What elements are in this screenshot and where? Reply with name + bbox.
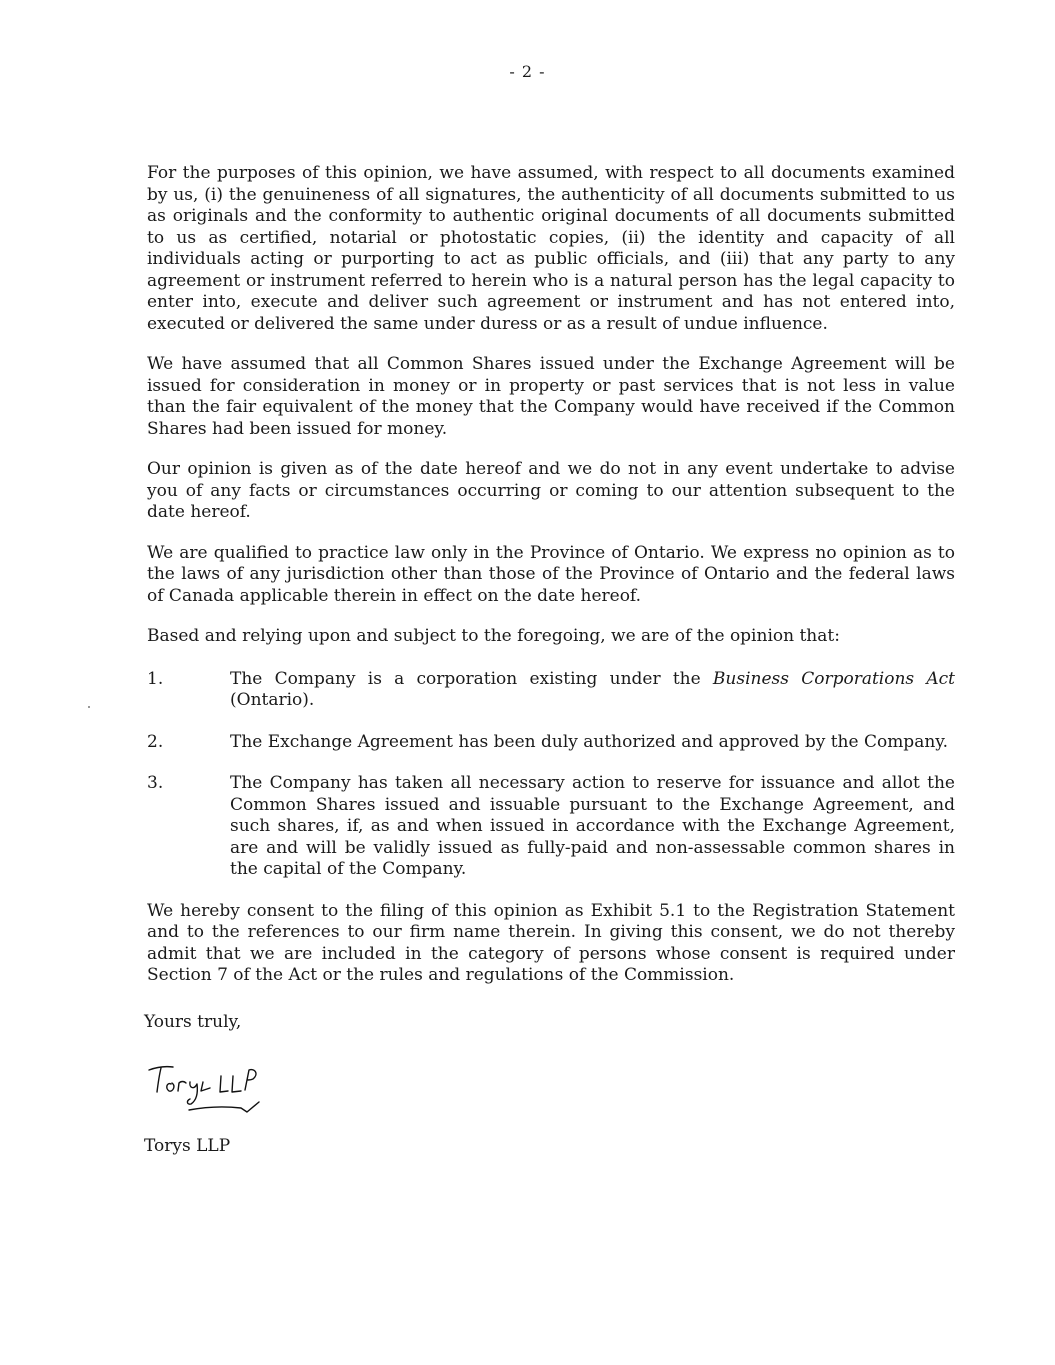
opinion-text: The Company has taken all necessary action to reserve for issuance and allot the Common Shares issued and issuable pursuant to the Exchange Agreement, and such shares, if, as and when issued in accordance with the Exchange Agreement, are and will be validly issued as fully-paid and non-assessable common shares in the capital of the Company. bbox=[230, 773, 955, 879]
act-name: Business Corporations Act bbox=[712, 668, 955, 689]
opinion-number: 2. bbox=[147, 731, 164, 752]
opinion-item bbox=[147, 773, 955, 881]
closing: Yours truly, bbox=[144, 1012, 242, 1032]
signature bbox=[145, 1058, 275, 1118]
common-shares-paragraph: We have assumed that all Common Shares issued under the Exchange Agreement will be issued for consideration in money or in property or past services that is not less in value than the fair equivalent of the money that the Company would have received if the Common Shares had been issued for money. bbox=[147, 354, 955, 439]
page-number: - 2 - bbox=[509, 62, 546, 81]
opinion-text: The Exchange Agreement has been duly authorized and approved by the Company. bbox=[230, 731, 949, 752]
signer-name: Torys LLP bbox=[144, 1136, 231, 1156]
opinion-item bbox=[147, 732, 955, 754]
margin-mark bbox=[88, 706, 90, 708]
opinion-number: 3. bbox=[147, 773, 164, 793]
jurisdiction-paragraph: We are qualified to practice law only in the Province of Ontario. We express no opinion as to the laws of any jurisdiction other than those of the Province of Ontario and the federal laws of Canada applicable therein in effect on the date hereof. bbox=[147, 542, 955, 606]
date-paragraph: Our opinion is given as of the date hereof and we do not in any event undertake to advise you of any facts or circumstances occurring or coming to our attention subsequent to the date hereof. bbox=[147, 459, 955, 522]
opinion-text: The Company is a corporation existing under the Business Corporations Act (Ontario). bbox=[230, 668, 955, 710]
letter-body bbox=[147, 163, 955, 1006]
consent-paragraph: We hereby consent to the filing of this opinion as Exhibit 5.1 to the Registration Statement and to the references to our firm name therein. In giving this consent, we do not thereby admit that we are included in the category of persons whose consent is required under Section 7 of the Act or the rules and regulations of the Commission. bbox=[147, 900, 955, 985]
opinion-intro: Based and relying upon and subject to the foregoing, we are of the opinion that: bbox=[147, 626, 840, 646]
opinion-item bbox=[147, 669, 955, 712]
assumptions-paragraph: For the purposes of this opinion, we have assumed, with respect to all documents examined by us, (i) the genuineness of all signatures, the authenticity of all documents submitted to us as originals and the conformity to authentic original documents of all documents submitted to us as certified, notarial or photostatic copies, (ii) the identity and capacity of all individuals acting or purporting to act as public officials, and (iii) that any party to any agreement or instrument referred to herein who is a natural person has the legal capacity to enter into, execute and deliver such agreement or instrument and has not entered into, executed or delivered the same under duress or as a result of undue influence. bbox=[147, 163, 955, 334]
opinion-number: 1. bbox=[147, 668, 164, 689]
